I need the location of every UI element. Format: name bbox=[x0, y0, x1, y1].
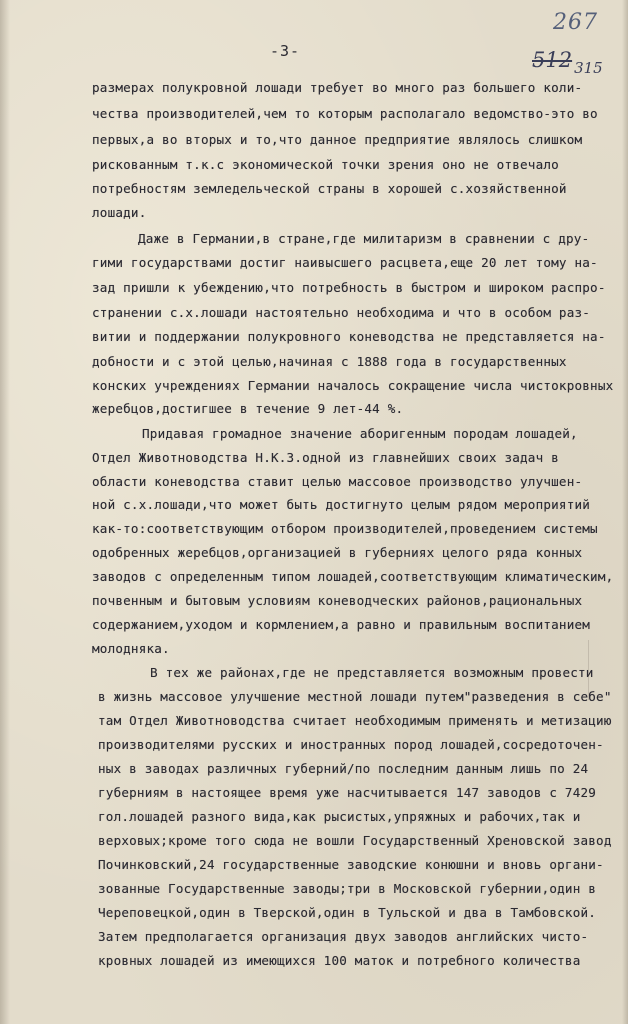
text-line: ной с.х.лошади,что может быть достигнуто целым рядом мероприятий bbox=[92, 497, 591, 512]
text-line: производителями русских и иностранных пород лошадей,сосредоточен- bbox=[98, 737, 604, 752]
text-line: размерах полукровной лошади требует во много раз большего коли- bbox=[92, 80, 583, 95]
text-line: Даже в Германии,в стране,где милитаризм в сравнении с дру- bbox=[138, 231, 590, 246]
folio-old-number: 512 bbox=[532, 48, 573, 72]
text-line: молодняка. bbox=[92, 641, 170, 656]
folio-new-number: 315 bbox=[574, 59, 603, 77]
text-line: области коневодства ставит целью массовое производство улучшен- bbox=[92, 474, 583, 489]
text-line: В тех же районах,где не представляется возможным провести bbox=[150, 665, 594, 680]
archive-number: 267 bbox=[553, 10, 598, 35]
text-line: содержанием,уходом и кормлением,а равно и правильным воспитанием bbox=[92, 617, 591, 632]
text-line: гол.лошадей разного вида,как рысистых,упряжных и рабочих,так и bbox=[98, 809, 581, 824]
text-line: кровных лошадей из имеющихся 100 маток и потребного количества bbox=[98, 953, 581, 968]
text-line: жеребцов,достигшее в течение 9 лет-44 %. bbox=[92, 401, 404, 416]
text-line: первых,а во вторых и то,что данное предприятие являлось слишком bbox=[92, 132, 583, 147]
text-line: заводов с определенным типом лошадей,соответствующим климатическим, bbox=[92, 569, 614, 584]
text-line: Череповецкой,один в Тверской,один в Тульской и два в Тамбовской. bbox=[98, 905, 597, 920]
text-line: зад пришли к убеждению,что потребность в быстром и широком распро- bbox=[92, 280, 606, 295]
text-line: ных в заводах различных губерний/по последним данным лишь по 24 bbox=[98, 761, 589, 776]
text-line: как-то:соответствующим отбором производителей,проведением системы bbox=[92, 521, 598, 536]
text-line: витии и поддержании полукровного коневодства не представляется на- bbox=[92, 329, 606, 344]
paper-stain bbox=[588, 640, 589, 700]
text-line: лошади. bbox=[92, 205, 147, 220]
text-line: там Отдел Животноводства считает необходимым применять и метизацию bbox=[98, 713, 612, 728]
text-line: одобренных жеребцов,организацией в губерниях целого ряда конных bbox=[92, 545, 583, 560]
text-line: зованные Государственные заводы;три в Московской губернии,один в bbox=[98, 881, 597, 896]
text-line: почвенным и бытовым условиям коневодческих районов,рациональных bbox=[92, 593, 583, 608]
text-line: чества производителей,чем то которым располагало ведомство-это во bbox=[92, 106, 598, 121]
text-line: верховых;кроме того сюда не вошли Государственный Хреновской завод bbox=[98, 833, 612, 848]
text-line: странении с.х.лошади настоятельно необходима и что в особом раз- bbox=[92, 305, 591, 320]
page-number: -3- bbox=[270, 42, 301, 60]
text-line: рискованным т.к.с экономической точки зрения оно не отвечало bbox=[92, 157, 559, 172]
text-line: гими государствами достиг наивысшего расцвета,еще 20 лет тому на- bbox=[92, 255, 598, 270]
text-line: Затем предполагается организация двух заводов английских чисто- bbox=[98, 929, 589, 944]
text-line: Придавая громадное значение аборигенным породам лошадей, bbox=[142, 426, 578, 441]
text-line: в жизнь массовое улучшение местной лошади путем"разведения в себе" bbox=[98, 689, 612, 704]
text-line: Отдел Животноводства Н.К.З.одной из главнейших своих задач в bbox=[92, 450, 559, 465]
text-line: конских учреждениях Германии началось сокращение числа чистокровных bbox=[92, 378, 614, 393]
text-line: потребностям земледельческой страны в хорошей с.хозяйственной bbox=[92, 181, 567, 196]
text-line: Починковский,24 государственные заводские конюшни и вновь органи- bbox=[98, 857, 604, 872]
text-line: губерниям в настоящее время уже насчитывается 147 заводов с 7429 bbox=[98, 785, 597, 800]
text-line: добности и с этой целью,начиная с 1888 года в государственных bbox=[92, 354, 567, 369]
